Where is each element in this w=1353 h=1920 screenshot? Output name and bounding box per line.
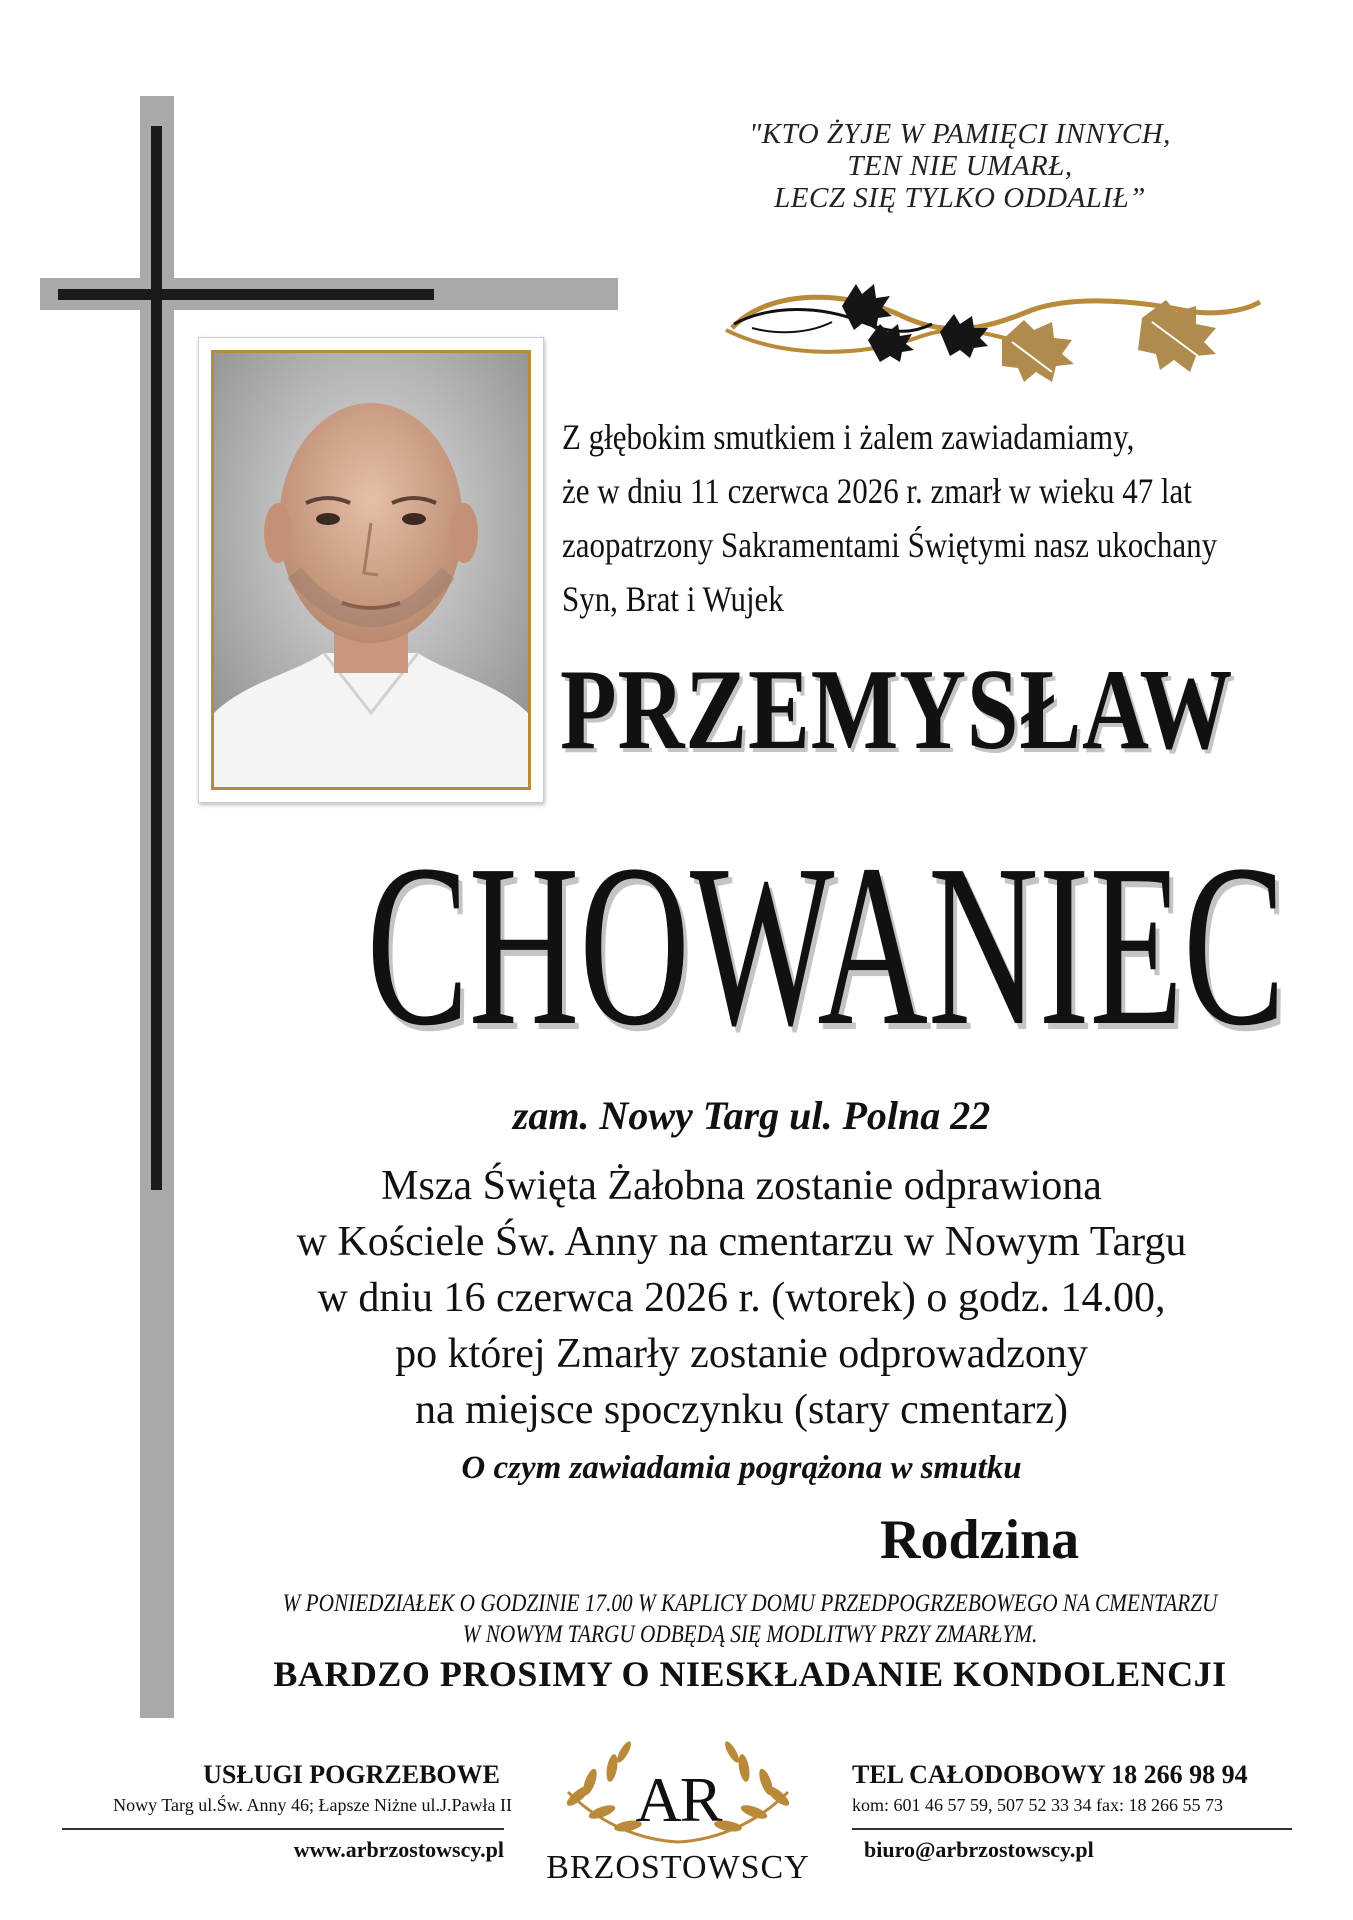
announcement-text xyxy=(562,410,1218,626)
cross-horizontal-bar xyxy=(58,289,434,300)
dark-leaf-3 xyxy=(940,314,988,358)
footer-email-link[interactable]: biuro@arbrzostowscy.pl xyxy=(864,1837,1094,1862)
footer-website-link[interactable]: www.arbrzostowscy.pl xyxy=(293,1837,504,1862)
quote-line-3: LECZ SIĘ TYLKO ODDALIŁ” xyxy=(774,182,1146,214)
mass-line-4: po której Zmarły zostanie odprowadzony xyxy=(395,1331,1088,1377)
mass-line-5: na miejsce spoczynku (stary cmentarz) xyxy=(414,1387,1069,1433)
footer-phone-title: TEL CAŁODOBOWY 18 266 98 94 xyxy=(852,1760,1248,1789)
closing-family: Rodzina xyxy=(880,1509,1080,1571)
intro-line-4: Syn, Brat i Wujek xyxy=(562,579,784,619)
footer-divider-left xyxy=(62,1828,504,1830)
note-line-2: W NOWYM TARGU ODBĘDĄ SIĘ MODLITWY PRZY ZMARŁYM. xyxy=(462,1621,1038,1648)
portrait-frame xyxy=(198,337,544,803)
quote-line-2: TEN NIE UMARŁ, xyxy=(847,150,1073,182)
logo-monogram: AR xyxy=(635,1764,721,1835)
funeral-mass-info xyxy=(0,1158,1353,1438)
deceased-surname: CHOWANIEC xyxy=(366,817,1286,1074)
footer-phone-numbers: kom: 601 46 57 59, 507 52 33 34 fax: 18 266 55 73 xyxy=(852,1795,1223,1815)
quote-line-1: "KTO ŻYJE W PAMIĘCI INNYCH, xyxy=(749,118,1171,150)
mass-line-2: w Kościele Św. Anny na cmentarzu w Nowym Targu xyxy=(296,1219,1187,1265)
vine-ornament xyxy=(712,266,1268,394)
footer-services-address: Nowy Targ ul.Św. Anny 46; Łapsze Niżne ul.J.Pawła II xyxy=(113,1795,512,1815)
deceased-first-name: PRZEMYSŁAW xyxy=(560,646,1234,774)
mass-line-3: w dniu 16 czerwca 2026 r. (wtorek) o godz. 14.00, xyxy=(317,1275,1166,1321)
intro-line-1: Z głębokim smutkiem i żalem zawiadamiamy, xyxy=(562,417,1135,457)
closing-informs: O czym zawiadamia pogrążona w smutku xyxy=(461,1450,1022,1486)
company-logo xyxy=(528,1712,828,1912)
gold-leaf-1 xyxy=(1002,320,1074,382)
note-line-1: W PONIEDZIAŁEK O GODZINIE 17.00 W KAPLICY DOMU PRZEDPOGRZEBOWEGO NA CMENTARZU xyxy=(282,1590,1218,1617)
condolence-request: BARDZO PROSIMY O NIESKŁADANIE KONDOLENCJI xyxy=(273,1654,1227,1694)
portrait-image xyxy=(214,353,528,787)
portrait-photo xyxy=(211,350,531,790)
footer-services-title: USŁUGI POGRZEBOWE xyxy=(203,1760,500,1789)
memorial-quote xyxy=(640,118,1280,214)
deceased-address: zam. Nowy Targ ul. Polna 22 xyxy=(512,1093,991,1138)
prayer-note xyxy=(150,1588,1350,1650)
mass-line-1: Msza Święta Żałobna zostanie odprawiona xyxy=(381,1163,1102,1209)
deceased-surname-wrapper xyxy=(0,817,1353,1074)
intro-line-2: że w dniu 11 czerwca 2026 r. zmarł w wieku 47 lat xyxy=(562,471,1192,511)
logo-company-name: BRZOSTOWSCY xyxy=(546,1849,810,1886)
footer-divider-right xyxy=(852,1828,1292,1830)
intro-line-3: zaopatrzony Sakramentami Świętymi nasz ukochany xyxy=(562,525,1218,565)
